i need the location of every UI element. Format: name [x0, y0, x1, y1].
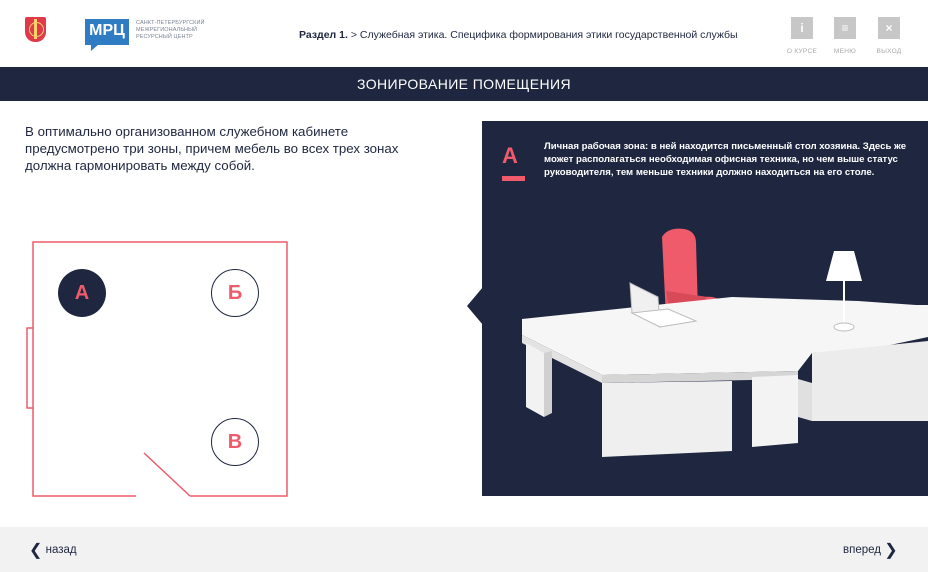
breadcrumb-separator: >	[347, 29, 360, 41]
info-icon[interactable]: i	[791, 17, 813, 39]
zone-v-button[interactable]: В	[211, 418, 259, 466]
menu-label[interactable]: МЕНЮ	[833, 48, 857, 55]
plan-wall	[33, 408, 136, 496]
zone-b-button[interactable]: Б	[211, 269, 259, 317]
org-name-line: МЕЖРЕГИОНАЛЬНЫЙ	[136, 27, 198, 33]
breadcrumb-section: Раздел 1.	[299, 29, 348, 41]
breadcrumb-text: Служебная этика. Специфика формирования этики государственной службы	[359, 29, 738, 41]
breadcrumb	[299, 29, 738, 41]
forward-label: вперед	[843, 544, 881, 556]
org-name	[136, 20, 246, 41]
intro-text: В оптимально организованном служебном кабинете предусмотрено три зоны, причем мебель во всех трех зонах должна гармонировать между собой.	[25, 124, 399, 173]
chevron-left-icon: ❮	[29, 542, 43, 559]
zone-description: Личная рабочая зона: в ней находится письменный стол хозяина. Здесь же может располагаться необходимая офисная техника, но чем выше статус руководителя, тем меньше техники должно находиться на его столе.	[544, 141, 907, 178]
zone-info-panel	[482, 121, 928, 496]
desk-panel	[602, 381, 732, 457]
back-button[interactable]	[29, 540, 77, 560]
office-desk-illustration	[482, 121, 928, 496]
menu-icon[interactable]: ≡	[834, 17, 856, 39]
plan-door	[144, 453, 190, 496]
plan-window	[27, 328, 33, 408]
page-title: ЗОНИРОВАНИЕ ПОМЕЩЕНИЯ	[357, 76, 571, 92]
exit-label[interactable]: ВЫХОД	[876, 48, 902, 55]
about-course-label[interactable]: О КУРСЕ	[786, 48, 818, 55]
lamp-icon	[826, 251, 862, 281]
spb-coat-of-arms-logo	[25, 17, 46, 42]
header	[0, 0, 928, 67]
mrc-logo: МРЦ	[85, 19, 129, 45]
floor-plan	[22, 238, 292, 500]
title-bar	[0, 67, 928, 101]
zone-letter: А	[502, 143, 518, 168]
desk-leg	[526, 343, 544, 417]
org-name-line: РЕСУРСНЫЙ ЦЕНТР	[136, 34, 193, 40]
back-label: назад	[45, 544, 77, 556]
org-name-line: САНКТ-ПЕТЕРБУРГСКИЙ	[136, 20, 205, 26]
zone-a-button[interactable]: А	[58, 269, 106, 317]
panel-pointer	[467, 287, 483, 325]
footer	[0, 527, 928, 572]
close-icon[interactable]: ×	[878, 17, 900, 39]
desk-return	[812, 341, 928, 421]
forward-button[interactable]	[843, 540, 898, 560]
chevron-right-icon: ❯	[884, 542, 898, 559]
